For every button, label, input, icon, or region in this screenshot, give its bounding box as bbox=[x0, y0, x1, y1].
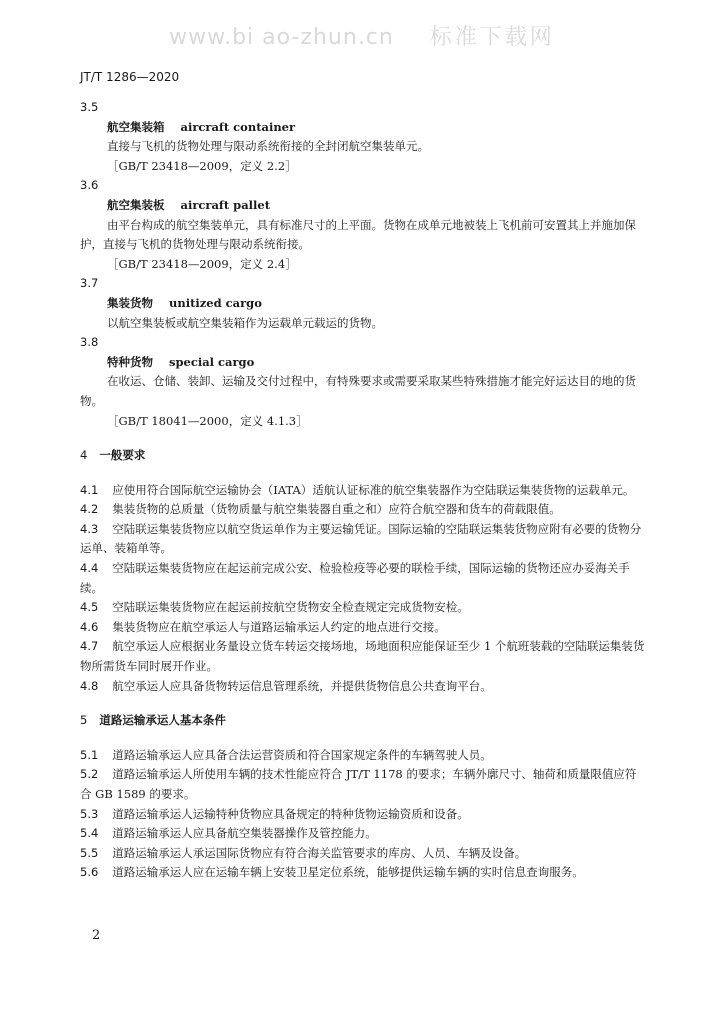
clause-5-3 bbox=[80, 805, 646, 825]
clause-number: 4.8 bbox=[80, 678, 99, 693]
definition-ref: ［GB/T 23418—2009，定义 2.4］ bbox=[107, 256, 297, 271]
clause-text: 航空承运人应具备货物转运信息管理系统，并提供货物信息公共查询平台。 bbox=[112, 678, 492, 693]
clause-5-4 bbox=[80, 824, 646, 844]
clause-number: 4.6 bbox=[80, 619, 99, 634]
watermark-url: www.bi ao-zhun.cn bbox=[169, 25, 394, 50]
definition-ref: ［GB/T 18041—2000，定义 4.1.3］ bbox=[107, 413, 308, 428]
term-cn: 集装货物 bbox=[107, 295, 153, 310]
definition-ref: ［GB/T 23418—2009，定义 2.2］ bbox=[107, 158, 297, 173]
clause-4-5 bbox=[80, 598, 646, 618]
section-heading-5 bbox=[80, 711, 646, 731]
definition-term bbox=[80, 196, 646, 216]
clause-text: 道路运输承运人应在运输车辆上安装卫星定位系统，能够提供运输车辆的实时信息查询服务。 bbox=[112, 865, 584, 880]
clause-text: 道路运输承运人运输特种货物应具备规定的特种货物运输资质和设备。 bbox=[112, 806, 469, 821]
clause-number: 5.4 bbox=[80, 826, 99, 841]
clause-5-2 bbox=[80, 765, 646, 804]
clause-text: 集装货物应在航空承运人与道路运输承运人约定的地点进行交接。 bbox=[112, 619, 446, 634]
definition-3-8 bbox=[80, 333, 646, 431]
clause-4-7 bbox=[80, 637, 646, 676]
clause-5-6 bbox=[80, 863, 646, 883]
clause-number: 4.7 bbox=[80, 639, 99, 654]
definition-term bbox=[80, 353, 646, 373]
clause-4-2 bbox=[80, 500, 646, 520]
definition-3-6 bbox=[80, 176, 646, 274]
section-number: 5 bbox=[80, 713, 88, 728]
term-en: aircraft pallet bbox=[180, 197, 271, 212]
clause-text: 集装货物的总质量（货物质量与航空集装器自重之和）应符合航空器和货车的荷载限值。 bbox=[112, 502, 561, 517]
standard-code: JT/T 1286—2020 bbox=[80, 70, 180, 84]
definition-number: 3.6 bbox=[80, 178, 99, 193]
definition-body: 直接与飞机的货物处理与限动系统衔接的全封闭航空集装单元。 bbox=[107, 139, 429, 154]
watermark-cn: 标准下载网 bbox=[429, 25, 555, 50]
clause-number: 5.3 bbox=[80, 806, 99, 821]
clause-text: 航空承运人应根据业务量设立货车转运交接场地，场地面积应能保证至少 1 个航班装载的空陆联运集装货物所需货车同时展开作业。 bbox=[80, 639, 645, 674]
section-title: 道路运输承运人基本条件 bbox=[99, 713, 226, 728]
page-number: 2 bbox=[92, 928, 101, 943]
clause-5-1 bbox=[80, 746, 646, 766]
section-number: 4 bbox=[80, 448, 88, 463]
term-cn: 航空集装箱 bbox=[107, 119, 165, 134]
clause-text: 道路运输承运人应具备航空集装器操作及管控能力。 bbox=[112, 826, 377, 841]
clause-4-6 bbox=[80, 618, 646, 638]
definition-3-7 bbox=[80, 274, 646, 333]
section-heading-4 bbox=[80, 446, 646, 466]
clause-5-5 bbox=[80, 844, 646, 864]
definition-number: 3.8 bbox=[80, 335, 99, 350]
clause-text: 空陆联运集装货物应在起运前按航空货物安全检查规定完成货物安检。 bbox=[112, 600, 469, 615]
term-en: aircraft container bbox=[180, 119, 296, 134]
clause-number: 5.1 bbox=[80, 747, 99, 762]
clause-number: 5.2 bbox=[80, 767, 99, 782]
clause-number: 4.2 bbox=[80, 502, 99, 517]
clause-text: 道路运输承运人应具备合法运营资质和符合国家规定条件的车辆驾驶人员。 bbox=[112, 747, 492, 762]
definition-3-5 bbox=[80, 98, 646, 176]
page-content bbox=[80, 98, 646, 883]
clause-text: 空陆联运集装货物应在起运前完成公安、检验检疫等必要的联检手续，国际运输的货物还应办妥海关手续。 bbox=[80, 561, 630, 595]
clause-text: 空陆联运集装货物应以航空货运单作为主要运输凭证。国际运输的空陆联运集装货物应附有必要的货物分运单、装箱单等。 bbox=[80, 521, 642, 556]
definition-body: 由平台构成的航空集装单元，具有标准尺寸的上平面。货物在成单元地被装上飞机前可安置其上并施加保护，直接与飞机的货物处理与限动系统衔接。 bbox=[80, 217, 636, 252]
definition-body: 以航空集装板或航空集装箱作为运载单元载运的货物。 bbox=[107, 315, 383, 330]
definition-body: 在收运、仓储、装卸、运输及交付过程中，有特殊要求或需要采取某些特殊措施才能完好运达目的地的货物。 bbox=[80, 374, 636, 408]
term-en: special cargo bbox=[169, 354, 255, 369]
clause-number: 5.5 bbox=[80, 845, 99, 860]
section-title: 一般要求 bbox=[99, 448, 146, 463]
clause-text: 应使用符合国际航空运输协会（IATA）适航认证标准的航空集装器作为空陆联运集装货物的运载单元。 bbox=[112, 482, 635, 497]
clause-4-1 bbox=[80, 481, 646, 501]
clause-number: 5.6 bbox=[80, 865, 99, 880]
definition-term bbox=[80, 294, 646, 314]
definition-number: 3.7 bbox=[80, 276, 99, 291]
watermark bbox=[0, 20, 724, 51]
clause-number: 4.4 bbox=[80, 561, 99, 576]
clause-text: 道路运输承运人所使用车辆的技术性能应符合 JT/T 1178 的要求；车辆外廓尺寸、轴荷和质量限值应符合 GB 1589 的要求。 bbox=[80, 767, 637, 801]
term-cn: 航空集装板 bbox=[107, 197, 165, 212]
definition-term bbox=[80, 118, 646, 138]
clause-number: 4.1 bbox=[80, 482, 99, 497]
term-cn: 特种货物 bbox=[107, 354, 153, 369]
clause-number: 4.3 bbox=[80, 521, 99, 536]
clause-4-4 bbox=[80, 559, 646, 598]
clause-4-8 bbox=[80, 677, 646, 697]
term-en: unitized cargo bbox=[169, 295, 262, 310]
clause-text: 道路运输承运人承运国际货物应有符合海关监管要求的库房、人员、车辆及设备。 bbox=[112, 845, 527, 860]
definition-number: 3.5 bbox=[80, 100, 99, 114]
clause-4-3 bbox=[80, 520, 646, 559]
clause-number: 4.5 bbox=[80, 600, 99, 615]
